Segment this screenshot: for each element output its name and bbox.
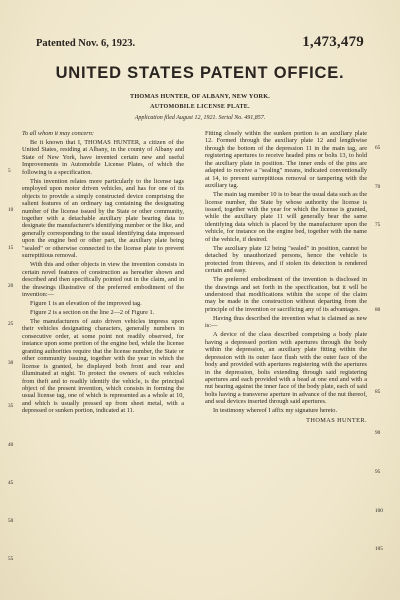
invention-title: AUTOMOBILE LICENSE PLATE.	[150, 104, 250, 110]
testimony: In testimony whereof I affix my signature hereto.	[213, 407, 338, 415]
line-number: 10	[8, 207, 14, 213]
line-number: 50	[8, 518, 14, 524]
paragraph: The manufacturers of auto driven vehicles impress upon their vehicles designating characters, generally numbers in consecutive order, at some point not readily observed, for instance upon some portion of the engine bed, while the license granting authorities require that the license number, the State or other community issuing, together with the year in which the license is granted, be displayed both front and rear and illuminated at night. To protect the owners of such vehicles from theft and to readily identify the vehicle, is the principal object of the present invention, which consists in forming the usual license tag, one of which is represented as a whole at 10, and which is usually pressed up from sheet metal, with a depressed or sunken portion, indicated at 11.	[22, 317, 184, 415]
line-number: 65	[375, 145, 381, 151]
paragraph: This invention relates more particularly to the license tags employed upon motor driven vehicles, and has for one of its objects to provide a simply constructed device comprising the salient features of an ordinary tag containing the designating number of the license issued by the State or other community, together with a detachable auxiliary plate bearing data to designate the manufacturer's identifying number or the like, and generally corresponding to the usual identifying data impressed upon the engine bed or other part, the auxiliary plate being "sealed" or otherwise connected to the license plate to prevent surreptitious removal.	[22, 177, 184, 260]
patent-date: Patented Nov. 6, 1923.	[36, 38, 136, 49]
line-number: 100	[375, 508, 383, 514]
line-number: 85	[375, 389, 381, 395]
line-number: 20	[8, 283, 14, 289]
line-number: 55	[8, 556, 14, 562]
line-number: 80	[375, 307, 381, 313]
signature: THOMAS HUNTER.	[306, 416, 367, 424]
figure-description: Figure 2 is a section on the line 2—2 of Figure 1.	[30, 308, 155, 316]
line-number: 105	[375, 546, 383, 552]
right-column	[205, 130, 367, 426]
paragraph: The preferred embodiment of the invention is disclosed in the drawings and set forth in the specification, but it will be understood that modifications within the scope of the claim may be made in the construction without departing from the principle of the invention or sacrificing any of its advantages.	[205, 276, 367, 313]
line-number: 90	[375, 430, 381, 436]
line-number: 25	[8, 321, 14, 327]
paragraph: The auxiliary plate 12 being "sealed" in position, cannot be detached by unauthorized persons, hence the vehicle is protected from thieves, and if stolen its detection is rendered certain and easy.	[205, 244, 367, 275]
paragraph: Be it known that I, THOMAS HUNTER, a citizen of the United States, residing at Albany, in the county of Albany and State of New York, have invented certain new and useful Improvements in Automobile License Plates, of which the following is a specification.	[22, 138, 184, 176]
claim: A device of the class described comprising a body plate having a depressed portion with apertures through the body within the depression, an auxiliary plate fitting within the depression with its outer face flush with the outer face of the body and provided with apertures registering with the apertures in the depression, bolts extending through said registering apertures and each provided with a head at one end and with a nut bearing against the inner face of the body plate, each of said bolts having a transverse aperture in advance of the nut thereof, and seal devices inserted through said apertures.	[205, 331, 367, 406]
line-number: 70	[375, 184, 381, 190]
header-row	[36, 34, 364, 51]
line-number: 30	[8, 360, 14, 366]
line-number: 45	[8, 480, 14, 486]
line-number: 40	[8, 442, 14, 448]
line-number: 95	[375, 469, 381, 475]
inventor-line: THOMAS HUNTER, OF ALBANY, NEW YORK.	[130, 93, 270, 100]
paragraph: Fitting closely within the sunken portion is an auxiliary plate 12. Formed through the auxiliary plate 12 and lengthwise through the bottom of the depression 11 in the main tag, are registering apertures to receive headed pins or bolts 13, to hold the auxiliary plate in position. The inner ends of the pins are adapted to receive a "sealing" means, indicated conventionally at 14, to prevent surreptitious removal or tampering with the auxiliary tag.	[205, 130, 367, 190]
figure-description: Figure 1 is an elevation of the improved tag.	[30, 299, 142, 307]
line-number: 75	[375, 222, 381, 228]
office-heading: UNITED STATES PATENT OFFICE.	[55, 64, 345, 82]
claim-intro: Having thus described the invention what is claimed as new is:—	[205, 314, 367, 330]
line-number: 35	[8, 403, 14, 409]
application-line: Application filed August 12, 1921. Serial No. 491,857.	[134, 115, 266, 121]
line-number: 15	[8, 245, 14, 251]
salutation: To all whom it may concern:	[22, 130, 95, 137]
paragraph: The main tag member 10 is to bear the usual data such as the license number, the State by whose authority the license is issued, together with the year for which the license is granted, while the auxiliary plate 11 will generally bear the same identifying data which is placed by the manufacturer upon the vehicle, for instance on the engine bed, together with the name of the vehicle, if desired.	[205, 191, 367, 243]
left-column	[22, 130, 184, 416]
patent-number: 1,473,479	[302, 34, 364, 50]
paragraph: With this and other objects in view the invention consists in certain novel features of construction as hereafter shown and described and then specifically pointed out in the claim, and in the drawings illustrative of the preferred embodiment of the invention:—	[22, 261, 184, 299]
line-number: 5	[8, 168, 11, 174]
